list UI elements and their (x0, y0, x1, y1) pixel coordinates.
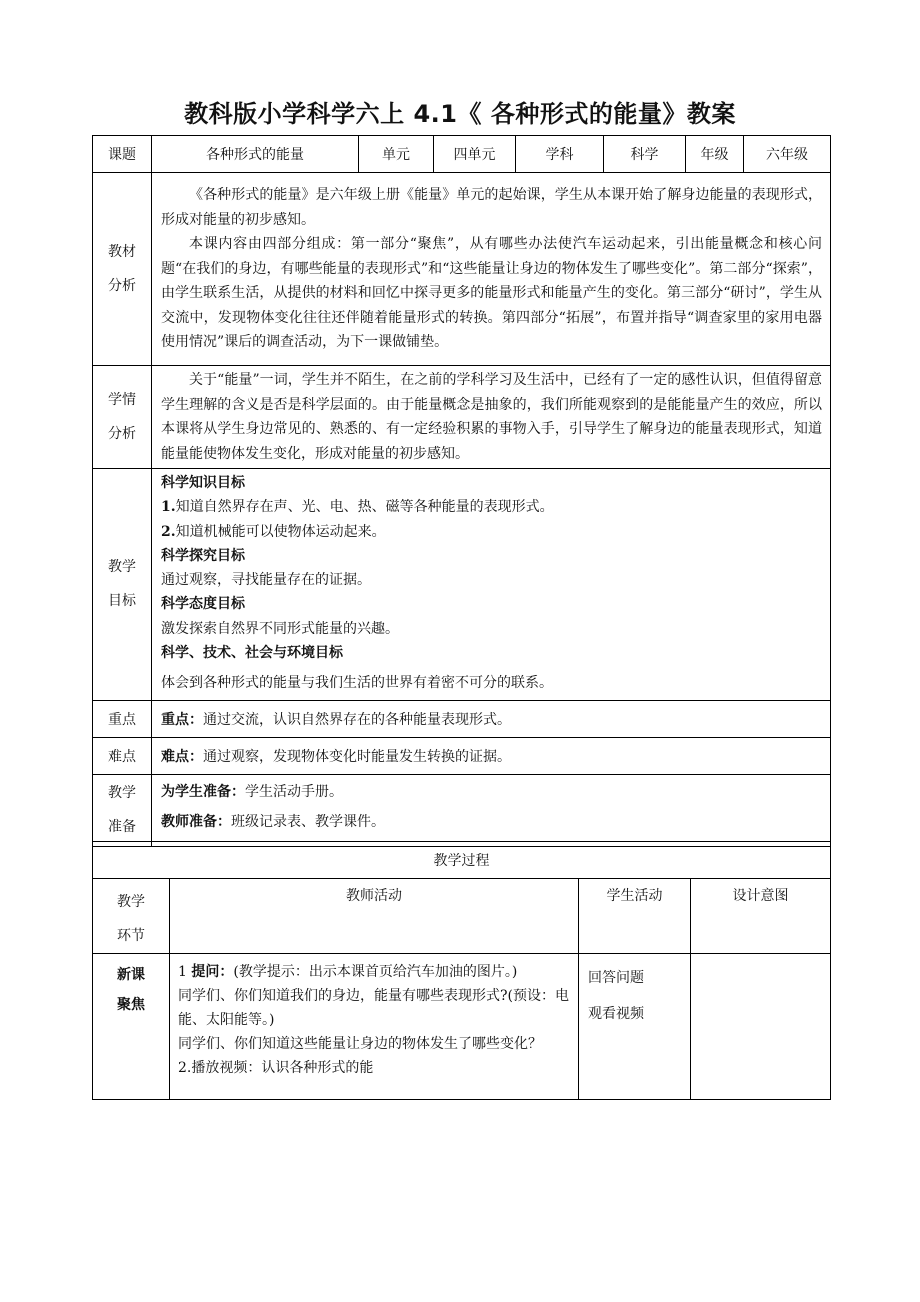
stse-goal-title: 科学、技术、社会与环境目标 (161, 645, 343, 662)
difficulty-text: 难点：通过观察，发现物体变化时能量发生转换的证据。 (152, 737, 831, 774)
attitude-goal-title: 科学态度目标 (161, 596, 245, 613)
process-header-row (93, 879, 831, 954)
material-analysis-row (93, 173, 831, 366)
preparation-content (152, 774, 831, 846)
teacher-activity (170, 954, 579, 1100)
process-title: 教学过程 (93, 842, 831, 879)
teaching-goals-row (93, 469, 831, 701)
lesson-info-table (92, 135, 831, 847)
key-point-text: 重点：通过交流，认识自然界存在的各种能量表现形式。 (152, 700, 831, 737)
difficulty-label: 难点 (93, 737, 152, 774)
col-student-header: 学生活动 (579, 879, 691, 954)
subject-value: 科学 (604, 136, 686, 173)
student-para: 关于“能量”一词，学生并不陌生，在之前的学科学习及生活中，已经有了一定的感性认识，但值得留意学生理解的含义是否是科学层面的。由于能量概念是抽象的，我们所能观察到的是能能量产生的效应，所以本课将从学生身边常见的、熟悉的、有一定经验积累的事物入手，引导学生了解身边的能量表现形式，知道能量能使物体发生变化，形成对能量的初步感知。 (161, 372, 822, 462)
material-para-1: 《各种形式的能量》是六年级上册《能量》单元的起始课，学生从本课开始了解身边能量的表现形式，形成对能量的初步感知。 (161, 187, 822, 228)
stage-focus: 新课 聚焦 (93, 954, 170, 1100)
student-analysis-row (93, 366, 831, 469)
material-analysis-text (152, 173, 831, 366)
student-activity (579, 954, 691, 1100)
goals-content (152, 469, 831, 701)
knowledge-goal-title: 科学知识目标 (161, 475, 245, 491)
material-label: 教材 分析 (93, 173, 152, 366)
knowledge-goal-2: 2.知道机械能可以使物体运动起来。 (161, 523, 386, 540)
preparation-label: 教学 准备 (93, 774, 152, 846)
col-teacher-header: 教师活动 (170, 879, 579, 954)
key-point-row (93, 700, 831, 737)
unit-value: 四单元 (434, 136, 516, 173)
student-activity-1: 回答问题 (588, 970, 644, 986)
design-intent (691, 954, 831, 1100)
inquiry-goal-title: 科学探究目标 (161, 547, 245, 564)
unit-label: 单元 (359, 136, 434, 173)
process-title-row (93, 842, 831, 879)
stse-goal: 体会到各种形式的能量与我们生活的世界有着密不可分的联系。 (161, 675, 553, 692)
course-value: 各种形式的能量 (152, 136, 359, 173)
attitude-goal: 激发探索自然界不同形式能量的兴趣。 (161, 620, 399, 637)
col-stage-header: 教学 环节 (93, 879, 170, 954)
grade-value: 六年级 (744, 136, 831, 173)
grade-label: 年级 (686, 136, 744, 173)
course-label: 课题 (93, 136, 152, 173)
knowledge-goal-1: 1.知道自然界存在声、光、电、热、磁等各种能量的表现形式。 (161, 499, 554, 516)
inquiry-goal: 通过观察，寻找能量存在的证据。 (161, 572, 371, 589)
page-title: 教科版小学科学六上 4.1《 各种形式的能量》教案 (184, 100, 736, 128)
process-row-focus (93, 954, 831, 1100)
preparation-row (93, 774, 831, 846)
material-para-2: 本课内容由四部分组成：第一部分“聚焦”，从有哪些办法使汽车运动起来，引出能量概念和核心问题“在我们的身边，有哪些能量的表现形式”和“这些能量让身边的物体发生了哪些变化”。第二部分“探索”，由学生联系生活，从提供的材料和回忆中探寻更多的能量形式和能量产生的变化。第三部分“研讨”，学生从交流中，发现物体变化往往还伴随着能量形式的转换。第四部分“拓展”，布置并指导“调查家里的家用电器使用情况”课后的调查活动，为下一课做铺垫。 (161, 236, 822, 351)
student-prep: 为学生准备：学生活动手册。 (161, 783, 343, 800)
teacher-question-1: 同学们、你们知道我们的身边，能量有哪些表现形式?(预设：电能、太阳能等。) (178, 988, 569, 1028)
teacher-question-2: 同学们、你们知道这些能量让身边的物体发生了哪些变化？ (178, 1036, 542, 1052)
col-intent-header: 设计意图 (691, 879, 831, 954)
student-analysis-text (152, 366, 831, 469)
goals-label: 教学 目标 (93, 469, 152, 701)
teacher-step-1: 1 提问：(教学提示：出示本课首页给汽车加油的图片。) (178, 964, 518, 980)
info-row (93, 136, 831, 173)
student-label: 学情 分析 (93, 366, 152, 469)
teacher-step-2: 2.播放视频：认识各种形式的能 (178, 1060, 374, 1076)
teacher-prep: 教师准备：班级记录表、教学课件。 (161, 813, 385, 830)
student-activity-2: 观看视频 (588, 1006, 644, 1022)
key-point-label: 重点 (93, 700, 152, 737)
teaching-process-table (92, 841, 831, 1100)
difficulty-row (93, 737, 831, 774)
subject-label: 学科 (516, 136, 604, 173)
